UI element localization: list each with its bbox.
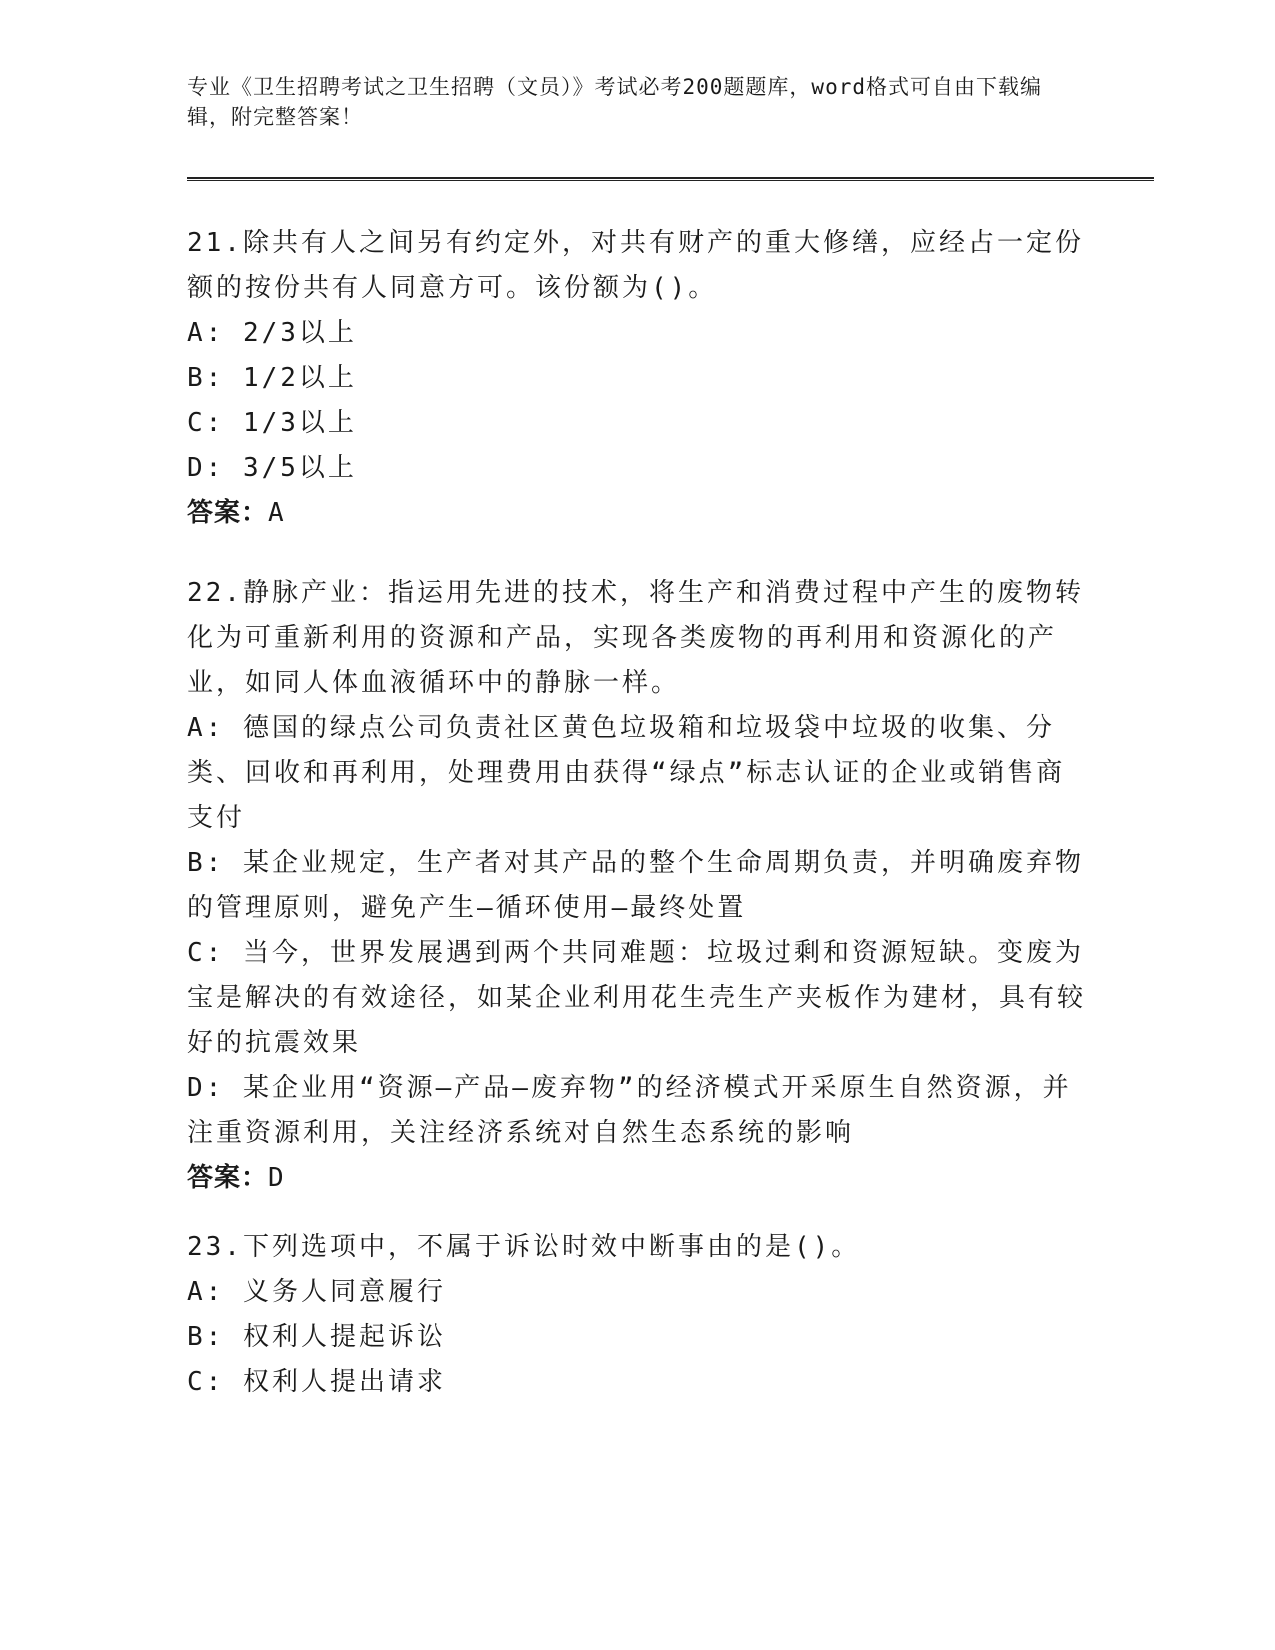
answer-line [187,491,1087,536]
question-stem: 22.静脉产业：指运用先进的技术，将生产和消费过程中产生的废物转化为可重新利用的资源和产品，实现各类废物的再利用和资源化的产业，如同人体血液循环中的静脉一样。 [187,578,1084,698]
option-c: C: 1/3以上 [187,408,357,438]
option-b: B: 1/2以上 [187,363,357,393]
answer-value: D [268,1163,285,1193]
option-c: C: 当今，世界发展遇到两个共同难题：垃圾过剩和资源短缺。变废为宝是解决的有效途径，如某企业利用花生壳生产夹板作为建材，具有较好的抗震效果 [187,938,1087,1058]
answer-line [187,1156,1087,1201]
document-intro: 专业《卫生招聘考试之卫生招聘（文员）》考试必考200题题库，word格式可自由下载编辑，附完整答案！ [187,75,1042,129]
question-23 [187,1225,1087,1405]
answer-value: A [268,498,285,528]
option-a: A: 义务人同意履行 [187,1277,446,1307]
option-a: A: 2/3以上 [187,318,357,348]
answer-label: 答案： [187,1163,269,1193]
question-stem: 21.除共有人之间另有约定外，对共有财产的重大修缮，应经占一定份额的按份共有人同意方可。该份额为()。 [187,228,1084,303]
header-divider [187,177,1154,181]
question-22 [187,571,1087,1201]
question-stem: 23.下列选项中，不属于诉讼时效中断事由的是()。 [187,1232,861,1262]
option-b: B: 某企业规定，生产者对其产品的整个生命周期负责，并明确废弃物的管理原则，避免产生—循环使用—最终处置 [187,848,1084,923]
option-a: A: 德国的绿点公司负责社区黄色垃圾箱和垃圾袋中垃圾的收集、分类、回收和再利用，处理费用由获得“绿点”标志认证的企业或销售商支付 [187,713,1066,833]
option-b: B: 权利人提起诉讼 [187,1322,446,1352]
option-c: C: 权利人提出请求 [187,1367,446,1397]
answer-label: 答案： [187,498,269,528]
question-21 [187,221,1087,536]
option-d: D: 某企业用“资源—产品—废弃物”的经济模式开采原生自然资源，并注重资源利用，关注经济系统对自然生态系统的影响 [187,1073,1072,1148]
option-d: D: 3/5以上 [187,453,357,483]
